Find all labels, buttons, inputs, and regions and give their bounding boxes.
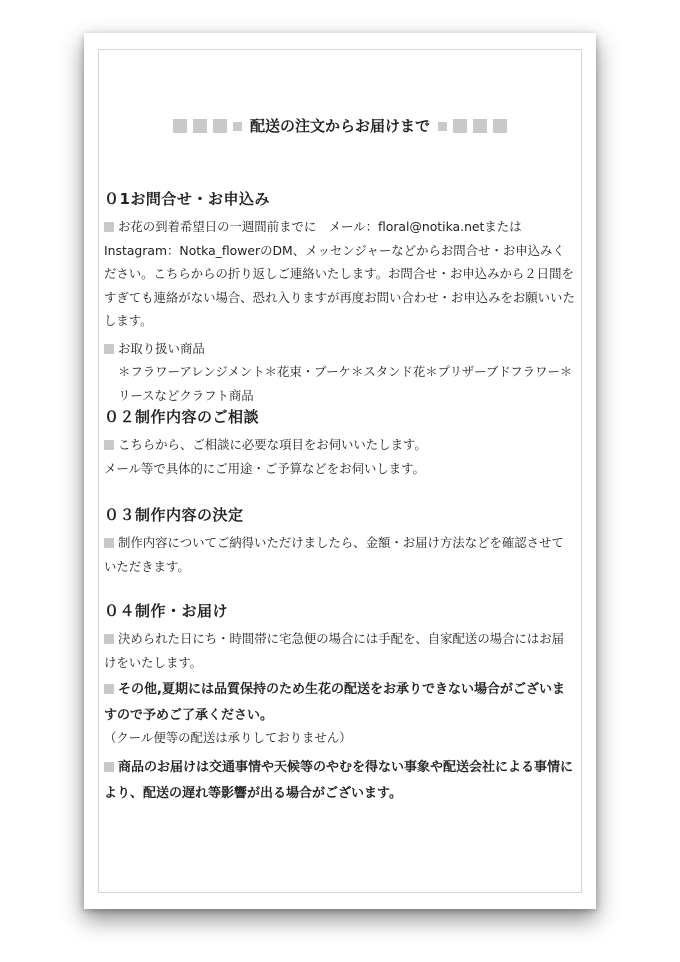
decorative-square-icon [438, 122, 447, 131]
section-paragraph: メール等で具体的にご用途・ご予算などをお伺いします。 [104, 460, 425, 476]
content-frame [98, 49, 582, 893]
notice-sub: （クール便等の配送は承りしておりません） [104, 730, 352, 745]
section-inquiry [104, 188, 576, 407]
decorative-square-icon [193, 119, 207, 133]
products-label-line [104, 337, 576, 361]
paragraph-text: お花の到着希望日の一週間前までに メール：floral@notika.netまたはInstagram：Notka_flowerのDM、メッセンジャーなどからお問合せ・お申込みください。こちらからの折り返しご連絡いたします。お問合せ・お申込みから２日間をすぎても連絡がない場合、恐れ入りますが再度お問い合わせ・お申込みをお願いいたします。 [104, 219, 575, 328]
bullet-square-icon [104, 344, 114, 354]
decorative-square-icon [173, 119, 187, 133]
notice-summer [104, 677, 576, 729]
section-paragraph [104, 215, 576, 333]
bullet-square-icon [104, 762, 114, 772]
page-title: 配送の注文からお届けまで [249, 117, 430, 135]
section-consultation [104, 406, 576, 480]
decorative-square-icon [233, 122, 242, 131]
bullet-square-icon [104, 634, 114, 644]
section-paragraph [104, 433, 576, 457]
section-heading: ０３制作内容の決定 [104, 506, 244, 524]
bullet-square-icon [104, 222, 114, 232]
paragraph-text: 決められた日にち・時間帯に宅急便の場合には手配を、自家配送の場合にはお届けをいたします。 [104, 631, 565, 670]
section-heading: ０４制作・お届け [104, 602, 229, 620]
notice-text: 商品のお届けは交通事情や天候等のやむを得ない事象や配送会社による事情により、配送の遅れ等影響が出る場合がございます。 [104, 760, 574, 801]
decorative-square-icon [473, 119, 487, 133]
decorative-square-icon [213, 119, 227, 133]
products-list: ＊フラワーアレンジメント＊花束・ブーケ＊スタンド花＊プリザーブドフラワー＊リースなどクラフト商品 [118, 364, 573, 403]
decorative-square-icon [453, 119, 467, 133]
paragraph-text: こちらから、ご相談に必要な項目をお伺いいたします。 [118, 437, 427, 452]
bullet-square-icon [104, 440, 114, 450]
section-paragraph [104, 627, 576, 674]
section-heading: ０1お問合せ・お申込み [104, 190, 270, 208]
section-decision [104, 504, 576, 578]
bullet-square-icon [104, 538, 114, 548]
section-delivery [104, 600, 576, 807]
section-paragraph [104, 531, 576, 578]
decorative-square-icon [493, 119, 507, 133]
section-heading: ０２制作内容のご相談 [104, 408, 260, 426]
page-card [84, 33, 596, 909]
notice-delay [104, 755, 576, 807]
notice-text: その他,夏期には品質保持のため生花の配送をお承りできない場合がございますので予めご了承ください。 [104, 682, 565, 723]
page-title-row [99, 115, 581, 136]
paragraph-text: 制作内容についてご納得いただけましたら、金額・お届け方法などを確認させていただきます。 [104, 535, 564, 574]
products-label: お取り扱い商品 [118, 340, 205, 356]
bullet-square-icon [104, 684, 114, 694]
